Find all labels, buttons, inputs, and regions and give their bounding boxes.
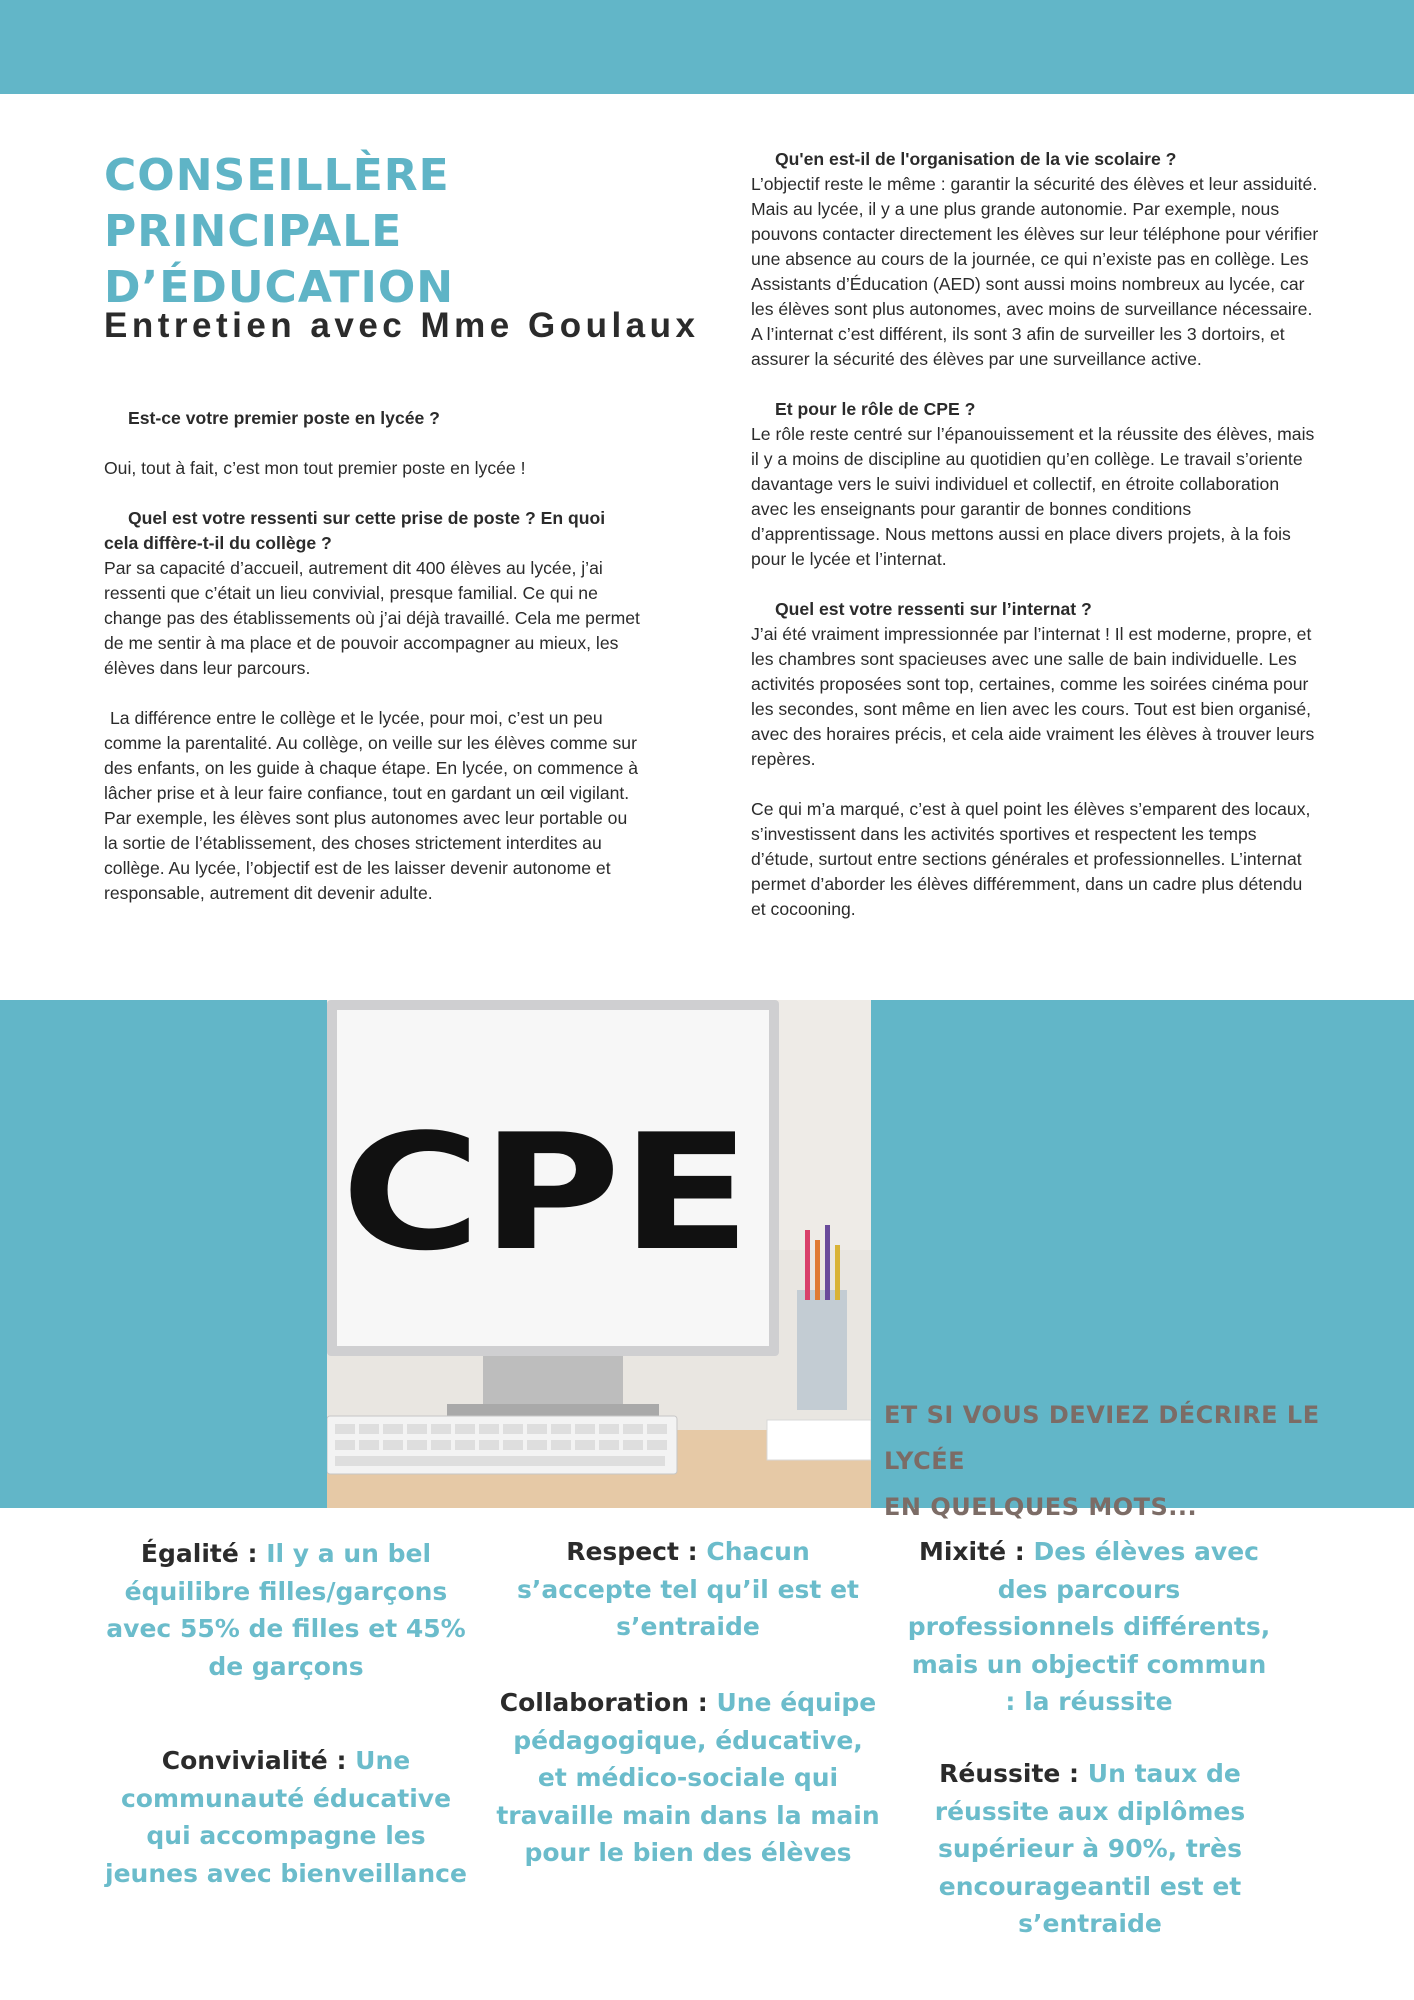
page-subtitle: Entretien avec Mme Goulaux	[104, 306, 700, 345]
question-2: Quel est votre ressenti sur cette prise de poste ? En quoi cela diffère-t-il du collège ?	[104, 508, 606, 553]
fact-reussite	[920, 1755, 1260, 1943]
answer-3: L’objectif reste le même : garantir la sécurité des élèves et leur assiduité. Mais au lycée, il y a une plus grande autonomie. Par exemple, nous pouvons contacter directement les élèves sur leur téléphone pour vérifier une absence au cours de la journée, ce qui n’existe pas en collège. Les Assistants d’Éducation (AED) sont aussi moins nombreux au lycée, car les élèves sont plus autonomes, avec moins de surveillance nécessaire. A l’internat c’est différent, ils sont 3 afin de surveiller les 3 dortoirs, et assurer la sécurité des élèves par une surveillance active.	[751, 174, 1319, 369]
fact-convivialite-label: Convivialité :	[161, 1746, 356, 1775]
answer-2: Par sa capacité d’accueil, autrement dit 400 élèves au lycée, j’ai ressenti que c’était un lieu convivial, presque familial. Ce qui ne change pas des établissements où j’ai déjà travaillé. Cela me permet de me sentir à ma place et de pouvoir accompagner au mieux, les élèves dans leur parcours.	[104, 558, 640, 678]
cpe-monitor-photo	[327, 1000, 871, 1508]
fact-mixite-text: Des élèves avec des parcours professionnels différents, mais un objectif commun : la réussite	[907, 1537, 1271, 1716]
band-question-line2: EN QUELQUES MOTS...	[884, 1493, 1198, 1521]
fact-respect-text: Chacun s’accepte tel qu’il est et s’entraide	[517, 1537, 859, 1641]
fact-respect-label: Respect :	[566, 1537, 707, 1566]
top-banner	[0, 0, 1414, 94]
question-3: Qu'en est-il de l'organisation de la vie scolaire ?	[775, 149, 1177, 169]
question-4: Et pour le rôle de CPE ?	[775, 399, 976, 419]
answer-2b: La différence entre le collège et le lycée, pour moi, c’est un peu comme la parentalité. Au collège, on veille sur les élèves comme sur des enfants, on les guide à chaque étape. En lycée, on commence à lâcher prise et à leur faire confiance, tout en gardant un œil vigilant. Par exemple, les élèves sont plus autonomes avec leur portable ou la sortie de l’établissement, des choses strictement interdites au collège. Au lycée, l’objectif est de les laisser devenir autonome et responsable, autrement dit devenir adulte.	[104, 708, 639, 903]
fact-collaboration	[496, 1684, 880, 1872]
interview-column-left	[104, 406, 644, 931]
interview-column-right	[751, 147, 1321, 947]
answer-1: Oui, tout à fait, c’est mon tout premier poste en lycée !	[104, 458, 526, 478]
fact-collaboration-text: Une équipe pédagogique, éducative, et médico-sociale qui travaille main dans la main pour le bien des élèves	[496, 1688, 880, 1867]
fact-mixite-label: Mixité :	[918, 1537, 1034, 1566]
band-question	[884, 1392, 1404, 1530]
answer-5b: Ce qui m’a marqué, c’est à quel point les élèves s’emparent des locaux, s’investissent dans les activités sportives et respectent les temps d’étude, surtout entre sections générales et professionnelles. L’internat permet d’aborder les élèves différemment, dans un cadre plus détendu et cocooning.	[751, 799, 1311, 919]
fact-mixite	[906, 1533, 1272, 1721]
fact-egalite-label: Égalité :	[140, 1539, 267, 1568]
fact-egalite-text: Il y a un bel équilibre filles/garçons avec 55% de filles et 45% de garçons	[106, 1539, 466, 1681]
question-1: Est-ce votre premier poste en lycée ?	[128, 408, 440, 428]
fact-reussite-text: Un taux de réussite aux diplômes supérieur à 90%, très encourageantil est et s’entraide	[934, 1759, 1246, 1938]
screen-cpe-text: CPE	[341, 1099, 751, 1286]
fact-reussite-label: Réussite :	[939, 1759, 1088, 1788]
band-question-line1: ET SI VOUS DEVIEZ DÉCRIRE LE LYCÉE	[884, 1401, 1320, 1475]
answer-4: Le rôle reste centré sur l’épanouissement et la réussite des élèves, mais il y a moins de discipline au quotidien qu’en collège. Le travail s’oriente davantage vers le suivi individuel et collectif, en étroite collaboration avec les enseignants pour garantir de bonnes conditions d’apprentissage. Nous mettons aussi en place divers projets, à la fois pour le lycée et l’internat.	[751, 424, 1315, 569]
answer-5: J’ai été vraiment impressionnée par l’internat ! Il est moderne, propre, et les chambres sont spacieuses avec une salle de bain individuelle. Les activités proposées sont top, certaines, comme les soirées cinéma pour les secondes, sont même en lien avec les cours. Tout est bien organisé, avec des horaires précis, et cela aide vraiment les élèves à trouver leurs repères.	[751, 624, 1315, 769]
fact-convivialite	[100, 1742, 472, 1892]
fact-collaboration-label: Collaboration :	[499, 1688, 717, 1717]
question-5: Quel est votre ressenti sur l’internat ?	[775, 599, 1092, 619]
fact-respect	[500, 1533, 876, 1646]
fact-egalite	[104, 1535, 468, 1685]
fact-convivialite-text: Une communauté éducative qui accompagne les jeunes avec bienveillance	[105, 1746, 467, 1888]
page-title: CONSEILLÈRE PRINCIPALE D’ÉDUCATION	[104, 150, 455, 313]
